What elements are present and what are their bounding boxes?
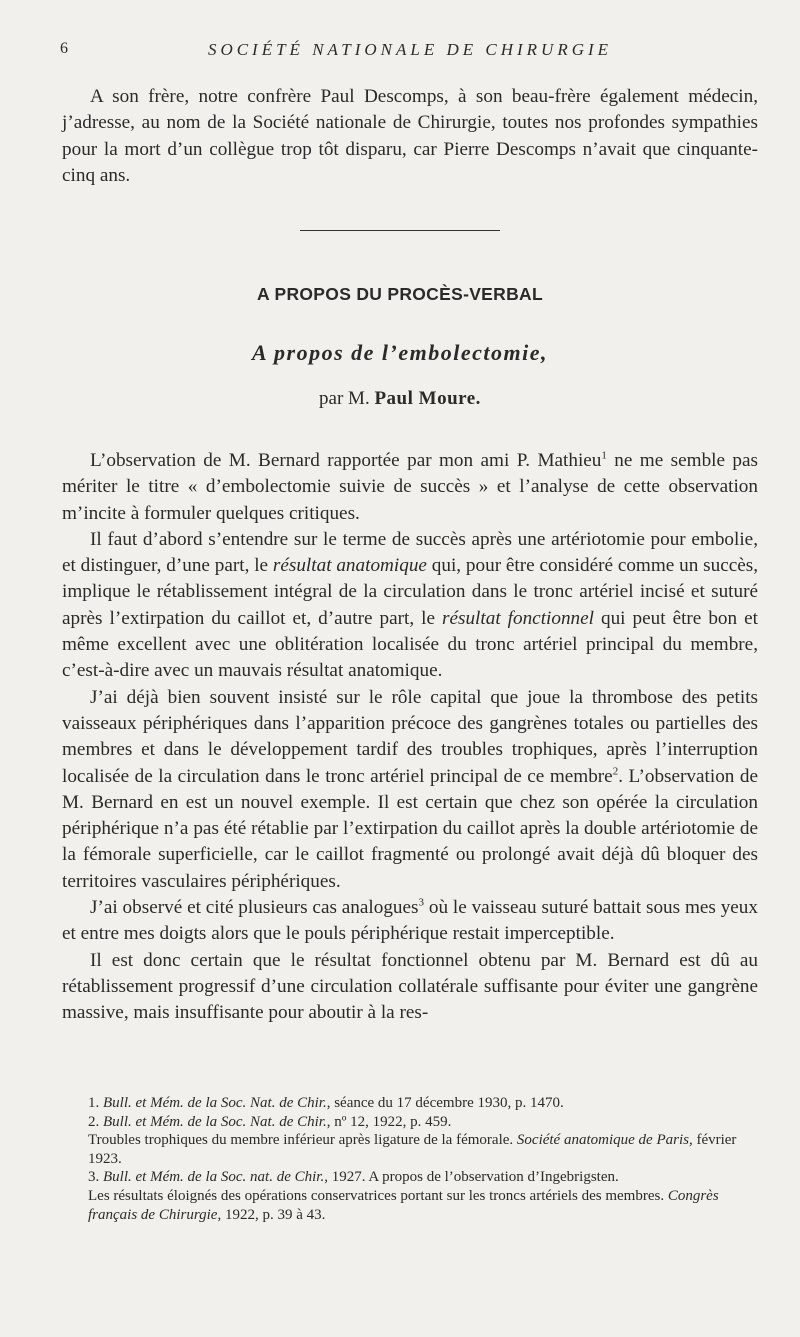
footnote-source: Société anatomique de Paris <box>516 1132 689 1149</box>
section-heading: A PROPOS DU PROCÈS-VERBAL <box>257 284 543 304</box>
footnote-number: 3. <box>88 1169 100 1186</box>
paragraph-text: ne me semble pas mériter le titre « d’embolectomie suivie de succès » et l’analyse de cette observation m’incite à formuler quelques critiques. <box>62 450 758 524</box>
paragraph-text: qui, pour être considéré comme un succès, implique le rétablissement intégral de la circulation dans le tronc artériel incisé et suturé après l’extirpation du caillot et, d’autre part, le <box>62 555 759 629</box>
footnote-3 <box>88 1168 760 1187</box>
page-header <box>60 40 760 60</box>
footnote-ref: 3 <box>418 896 425 909</box>
footnote-text: Les résultats éloignés des opérations conservatrices portant sur les troncs artériels des membres. <box>88 1187 668 1204</box>
paragraph-1 <box>62 448 758 527</box>
page-number: 6 <box>60 40 68 57</box>
paragraph-text: Il est donc certain que le résultat fonctionnel obtenu par M. Bernard est dû au rétablissement progressif d’une circulation collatérale suffisante pour éviter une gangrène massive, mais insuffisante pour aboutir à la res- <box>62 949 758 1024</box>
paragraph-3 <box>62 685 758 895</box>
paragraph-5 <box>62 948 758 1027</box>
emphasis-text: résultat fonctionnel <box>442 607 594 629</box>
footnote-source: Bull. et Mém. de la Soc. nat. de Chir. <box>103 1169 325 1186</box>
paragraph-text: . L’observation de M. Bernard en est un nouvel exemple. Il est certain que chez son opérée la circulation périphérique n’a pas été rétablie par l’extirpation du caillot après la double artériotomie de la fémorale superficielle, car le caillot fragmenté ou prolongé avait déjà dû bloquer des territoires vasculaires périphériques. <box>62 765 758 892</box>
footnote-text: , février 1923. <box>88 1132 737 1167</box>
footnote-ref: 2 <box>612 765 619 778</box>
footnote-source: Bull. et Mém. de la Soc. Nat. de Chir. <box>103 1113 327 1130</box>
opening-paragraph: A son frère, notre confrère Paul Descomps, à son beau-frère également médecin, j’adresse, au nom de la Société nationale de Chirurgie, toutes nos profondes sympathies pour la mort d’un collègue trop tôt disparu, car Pierre Descomps n’avait que cinquante-cinq ans. <box>62 86 758 186</box>
paragraph-4 <box>62 895 758 948</box>
paragraph-text: où le vaisseau suturé battait sous mes yeux et entre mes doigts alors que le pouls périphérique restait imperceptible. <box>62 897 758 945</box>
running-title: SOCIÉTÉ NATIONALE DE CHIRURGIE <box>207 40 613 59</box>
byline-author: Paul Moure. <box>374 388 481 409</box>
footnote-number: 2. <box>88 1113 100 1130</box>
paragraph-text: J’ai déjà bien souvent insisté sur le rôle capital que joue la thrombose des petits vaisseaux périphériques dans l’apparition précoce des gangrènes totales ou partielles des membres et dans le développement tardif des troubles trophiques, après l’interruption localisée de la circulation dans le tronc artériel principal de ce membre <box>62 686 758 787</box>
footnote-ref: 1 <box>601 449 607 462</box>
footnote-source: Congrès français de Chirurgie <box>88 1187 719 1223</box>
paragraph-text: J’ai observé et cité plusieurs cas analogues <box>90 897 419 919</box>
footnote-text: Troubles trophiques du membre inférieur après ligature de la fémorale. <box>88 1132 517 1149</box>
paragraph-text: qui peut être bon et même excellent avec une oblitération localisée du tronc artériel principal du membre, c’est-à-dire avec un mauvais résultat anatomique. <box>62 607 758 682</box>
opening-paragraph-block <box>62 84 758 189</box>
byline-prefix: par M. <box>319 388 370 409</box>
footnote-1 <box>88 1094 760 1113</box>
footnote-source: Bull. et Mém. de la Soc. Nat. de Chir. <box>103 1095 327 1111</box>
footnote-text: , 1922, p. 39 à 43. <box>217 1206 326 1223</box>
footnote-3-continuation <box>88 1187 760 1224</box>
footnote-2 <box>88 1113 760 1132</box>
article-body <box>62 448 758 1027</box>
emphasis-text: résultat anatomique <box>272 555 427 577</box>
section-divider <box>300 230 500 231</box>
paragraph-text: Il faut d’abord s’entendre sur le terme de succès après une artériotomie pour embolie, et distinguer, d’une part, le <box>62 528 758 577</box>
footnote-2-continuation <box>88 1131 760 1168</box>
paragraph-2 <box>62 527 758 685</box>
footnote-text: , 1927. A propos de l’observation d’Ingebrigsten. <box>324 1169 619 1186</box>
footnotes <box>88 1094 760 1224</box>
footnote-text: , séance du 17 décembre 1930, p. 1470. <box>326 1095 564 1111</box>
byline <box>0 388 800 410</box>
article-title: A propos de l’embolectomie, <box>252 340 548 365</box>
paragraph-text: L’observation de M. Bernard rapportée par mon ami P. Mathieu <box>90 450 602 471</box>
footnote-number: 1. <box>88 1095 100 1111</box>
footnote-text: , nº 12, 1922, p. 459. <box>326 1113 452 1130</box>
